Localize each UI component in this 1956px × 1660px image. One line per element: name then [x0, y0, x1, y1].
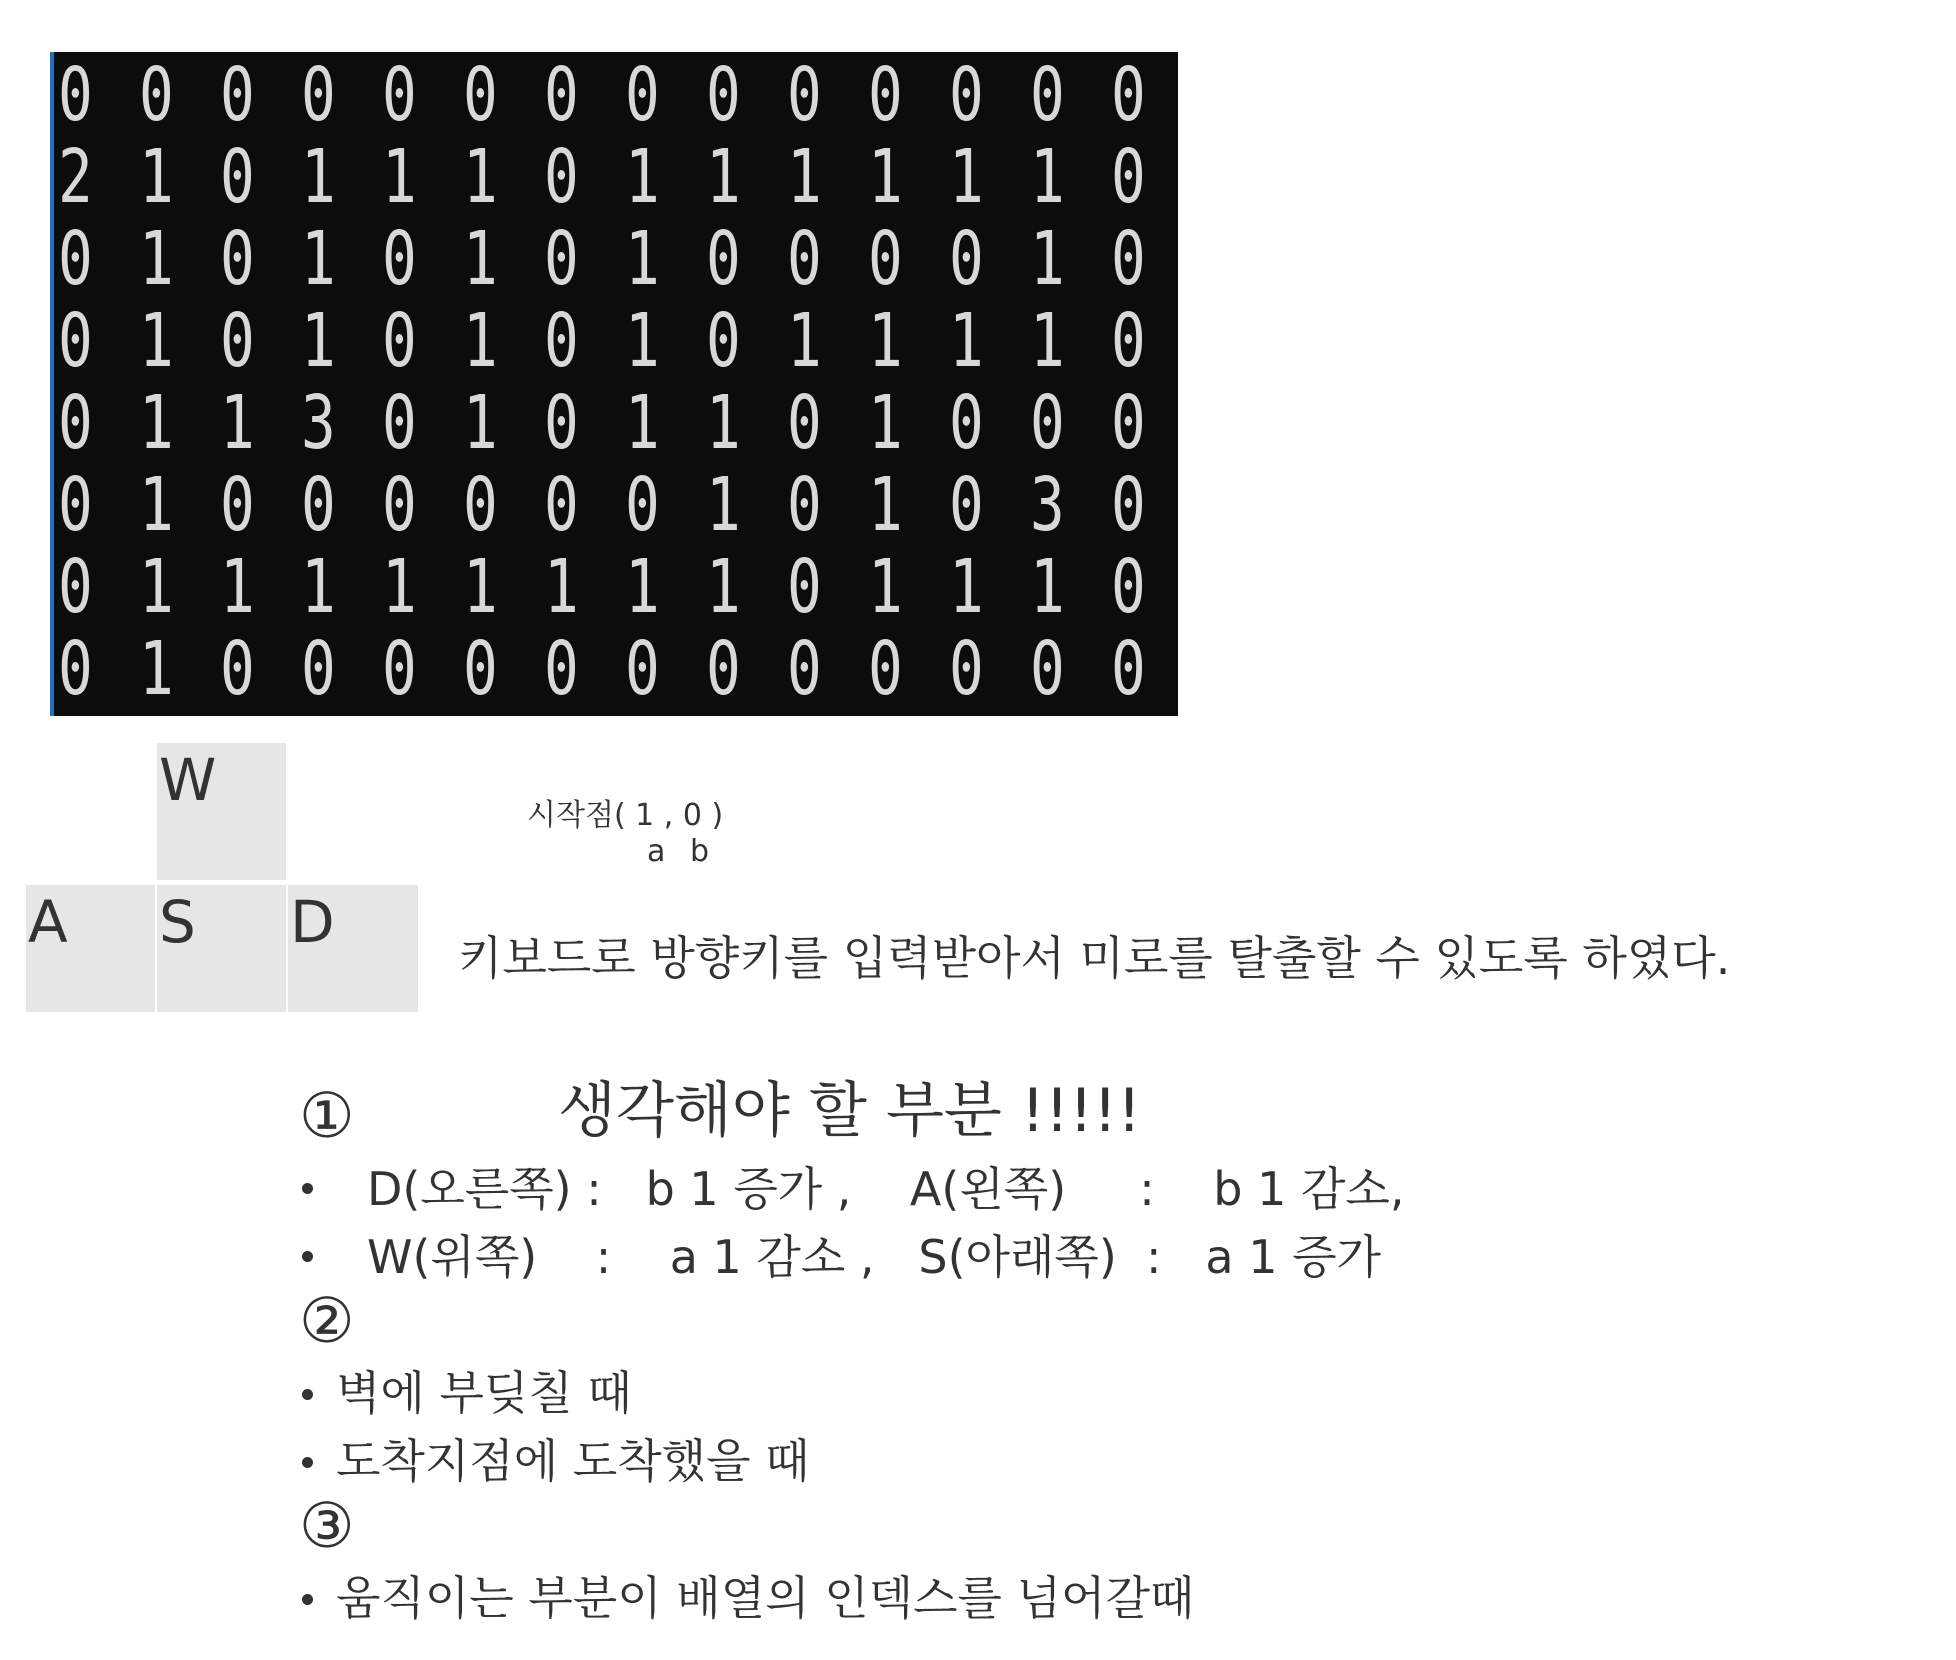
marker-1: ① [299, 1079, 355, 1152]
maze-cell: 1 [1030, 298, 1065, 384]
maze-cell: 0 [1111, 626, 1146, 712]
maze-cell: 0 [463, 626, 498, 712]
maze-cell: 0 [949, 52, 984, 138]
maze-cell: 1 [1030, 216, 1065, 302]
maze-cell: 0 [544, 298, 579, 384]
maze-cell: 1 [139, 134, 174, 220]
maze-cell: 0 [1111, 216, 1146, 302]
maze-cell: 1 [1030, 134, 1065, 220]
maze-cell: 1 [301, 216, 336, 302]
maze-cell: 0 [58, 298, 93, 384]
maze-cell: 0 [220, 52, 255, 138]
maze-cell: 0 [787, 626, 822, 712]
maze-cell: 0 [382, 216, 417, 302]
maze-cell: 0 [625, 52, 660, 138]
maze-cell: 0 [301, 462, 336, 548]
marker-2: ② [299, 1284, 355, 1357]
maze-cell: 0 [301, 626, 336, 712]
maze-cell: 0 [544, 462, 579, 548]
maze-cell: 0 [58, 626, 93, 712]
maze-cell: 1 [382, 134, 417, 220]
maze-cell: 0 [463, 52, 498, 138]
maze-cell: 3 [301, 380, 336, 466]
section-2-item-1: 벽에 부딪칠 때 [336, 1366, 632, 1420]
maze-cell: 0 [544, 134, 579, 220]
maze-cell: 0 [1111, 380, 1146, 466]
maze-cell: 0 [787, 52, 822, 138]
maze-cell: 0 [706, 52, 741, 138]
maze-cell: 1 [868, 380, 903, 466]
section-1-item-1: D(오른쪽) : b 1 증가 , A(왼쪽) : b 1 감소, [367, 1162, 1405, 1216]
maze-cell: 0 [58, 52, 93, 138]
maze-cell: 1 [301, 134, 336, 220]
maze-cell: 1 [139, 216, 174, 302]
maze-cell: 1 [463, 216, 498, 302]
maze-cell: 0 [220, 298, 255, 384]
section-2-item-2: 도착지점에 도착했을 때 [336, 1434, 810, 1488]
maze-cell: 0 [301, 52, 336, 138]
maze-cell: 0 [1030, 626, 1065, 712]
maze-cell: 0 [625, 462, 660, 548]
maze-cell: 0 [1111, 298, 1146, 384]
maze-grid [54, 52, 1178, 716]
maze-cell: 0 [1111, 544, 1146, 630]
maze-cell: 1 [625, 216, 660, 302]
key-a: A [26, 885, 155, 1012]
maze-cell: 1 [706, 134, 741, 220]
maze-cell: 1 [787, 134, 822, 220]
maze-cell: 0 [544, 216, 579, 302]
maze-cell: 1 [706, 380, 741, 466]
maze-cell: 0 [1111, 462, 1146, 548]
maze-cell: 1 [949, 544, 984, 630]
maze-cell: 0 [220, 626, 255, 712]
maze-cell: 1 [139, 380, 174, 466]
maze-cell: 0 [949, 626, 984, 712]
maze-cell: 0 [220, 216, 255, 302]
maze-cell: 0 [949, 380, 984, 466]
maze-cell: 1 [1030, 544, 1065, 630]
maze-cell: 1 [220, 380, 255, 466]
maze-cell: 1 [949, 134, 984, 220]
key-w: W [157, 743, 286, 880]
start-index-b: b [690, 834, 710, 869]
maze-cell: 1 [625, 134, 660, 220]
maze-cell: 0 [787, 216, 822, 302]
maze-cell: 0 [382, 380, 417, 466]
start-index-a: a [647, 834, 666, 869]
maze-cell: 0 [58, 544, 93, 630]
maze-cell: 0 [544, 626, 579, 712]
maze-cell: 0 [787, 544, 822, 630]
maze-cell: 1 [463, 544, 498, 630]
maze-cell: 1 [787, 298, 822, 384]
key-d: D [288, 885, 418, 1012]
maze-cell: 0 [706, 626, 741, 712]
maze-cell: 0 [787, 462, 822, 548]
maze-cell: 0 [868, 216, 903, 302]
maze-cell: 1 [625, 380, 660, 466]
maze-cell: 1 [139, 298, 174, 384]
maze-cell: 0 [58, 462, 93, 548]
maze-cell: 1 [706, 462, 741, 548]
maze-cell: 1 [382, 544, 417, 630]
maze-cell: 0 [1111, 52, 1146, 138]
start-point-label: 시작점( 1 , 0 ) [527, 798, 724, 833]
maze-cell: 0 [949, 216, 984, 302]
maze-cell: 1 [463, 380, 498, 466]
maze-cell: 0 [787, 380, 822, 466]
maze-cell: 1 [868, 298, 903, 384]
maze-cell: 1 [868, 544, 903, 630]
section-title: 생각해야 할 부분 !!!!! [558, 1076, 1142, 1146]
maze-cell: 0 [868, 626, 903, 712]
maze-cell: 1 [139, 544, 174, 630]
maze-cell: 0 [58, 380, 93, 466]
maze-cell: 0 [706, 216, 741, 302]
maze-cell: 0 [544, 380, 579, 466]
bullet-dot [302, 1183, 313, 1194]
maze-cell: 1 [463, 298, 498, 384]
bullet-dot [302, 1389, 313, 1400]
maze-cell: 0 [1111, 134, 1146, 220]
maze-cell: 1 [301, 544, 336, 630]
console-window [50, 52, 1178, 716]
maze-cell: 1 [625, 544, 660, 630]
maze-cell: 0 [58, 216, 93, 302]
maze-cell: 0 [1030, 380, 1065, 466]
key-s: S [157, 885, 286, 1012]
marker-3: ③ [299, 1489, 355, 1562]
maze-cell: 0 [544, 52, 579, 138]
maze-cell: 0 [382, 52, 417, 138]
maze-cell: 1 [220, 544, 255, 630]
description-text: 키보드로 방향키를 입력받아서 미로를 탈출할 수 있도록 하였다. [458, 931, 1731, 985]
maze-cell: 0 [220, 462, 255, 548]
maze-cell: 1 [139, 626, 174, 712]
bullet-dot [302, 1594, 313, 1605]
maze-cell: 0 [139, 52, 174, 138]
maze-cell: 0 [1030, 52, 1065, 138]
maze-cell: 1 [544, 544, 579, 630]
maze-cell: 2 [58, 134, 93, 220]
maze-cell: 1 [463, 134, 498, 220]
section-1-item-2: W(위쪽) : a 1 감소 , S(아래쪽) : a 1 증가 [367, 1230, 1381, 1284]
maze-cell: 0 [706, 298, 741, 384]
maze-cell: 1 [868, 462, 903, 548]
section-3-item-1: 움직이는 부분이 배열의 인덱스를 넘어갈때 [336, 1571, 1195, 1625]
maze-cell: 1 [625, 298, 660, 384]
bullet-dot [302, 1457, 313, 1468]
maze-cell: 0 [382, 462, 417, 548]
maze-cell: 0 [868, 52, 903, 138]
maze-cell: 1 [706, 544, 741, 630]
maze-cell: 1 [949, 298, 984, 384]
maze-cell: 0 [949, 462, 984, 548]
maze-cell: 1 [868, 134, 903, 220]
maze-cell: 0 [625, 626, 660, 712]
bullet-dot [302, 1251, 313, 1262]
maze-cell: 3 [1030, 462, 1065, 548]
maze-cell: 0 [382, 626, 417, 712]
maze-cell: 1 [139, 462, 174, 548]
maze-cell: 1 [301, 298, 336, 384]
maze-cell: 0 [382, 298, 417, 384]
maze-cell: 0 [220, 134, 255, 220]
maze-cell: 0 [463, 462, 498, 548]
